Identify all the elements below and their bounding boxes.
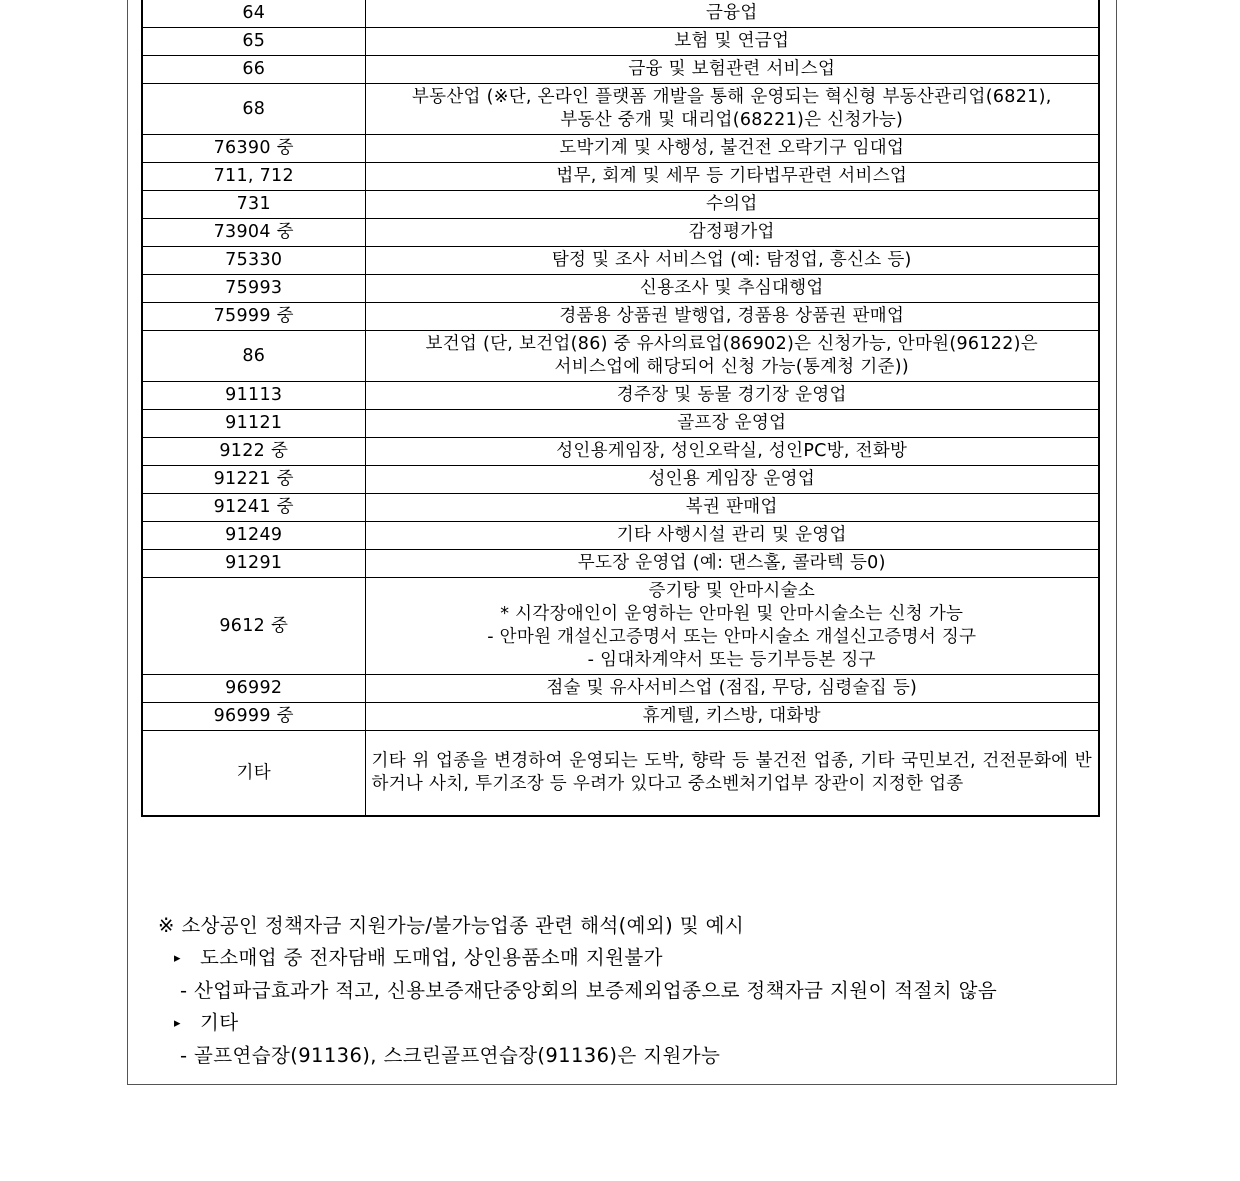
- description-line: 복권 판매업: [685, 497, 778, 517]
- industry-code-cell: 96992: [142, 675, 365, 703]
- note-sub-item: - 골프연습장(91136), 스크린골프연습장(91136)은 지원가능: [180, 1044, 721, 1067]
- industry-code-cell: 91249: [142, 522, 365, 550]
- industry-code-cell: 86: [142, 331, 365, 382]
- table-row: [142, 163, 1099, 191]
- description-line: 무도장 운영업 (예: 댄스홀, 콜라텍 등0): [577, 553, 886, 573]
- industry-code-cell: 76390 중: [142, 135, 365, 163]
- description-line: 경주장 및 동물 경기장 운영업: [616, 385, 847, 405]
- table-row: [142, 494, 1099, 522]
- industry-code-cell: 73904 중: [142, 219, 365, 247]
- description-line: 감정평가업: [688, 222, 775, 242]
- industry-code-cell: 68: [142, 84, 365, 135]
- description-line: 수의업: [705, 194, 758, 214]
- description-line: 휴게텔, 키스방, 대화방: [642, 706, 821, 726]
- table-row: [142, 84, 1099, 135]
- industry-code-cell: 64: [142, 0, 365, 28]
- industry-code-cell: 66: [142, 56, 365, 84]
- description-line: 성인용게임장, 성인오락실, 성인PC방, 전화방: [556, 441, 908, 461]
- industry-code-cell: 96999 중: [142, 703, 365, 731]
- description-line: 탐정 및 조사 서비스업 (예: 탐정업, 흥신소 등): [551, 250, 912, 270]
- industry-description-cell: [365, 275, 1099, 303]
- industry-code-cell: 91113: [142, 382, 365, 410]
- industry-description-cell: [365, 191, 1099, 219]
- table-row: [142, 675, 1099, 703]
- industry-code-cell: 91221 중: [142, 466, 365, 494]
- industry-code-cell: 기타: [142, 731, 365, 817]
- description-line: 법무, 회계 및 세무 등 기타법무관련 서비스업: [556, 166, 908, 186]
- table-row: [142, 275, 1099, 303]
- table-row: [142, 191, 1099, 219]
- table-row: [142, 56, 1099, 84]
- industry-description-cell: [365, 410, 1099, 438]
- description-line: 증기탕 및 안마시술소: [648, 581, 816, 601]
- note-bullet: [158, 942, 1098, 975]
- table-row: [142, 731, 1099, 817]
- industry-code-cell: 65: [142, 28, 365, 56]
- description-line: 경품용 상품권 발행업, 경품용 상품권 판매업: [559, 306, 905, 326]
- industry-description-cell: [365, 56, 1099, 84]
- industry-code-cell: 711, 712: [142, 163, 365, 191]
- table-row: [142, 466, 1099, 494]
- industry-code-cell: 731: [142, 191, 365, 219]
- description-line: - 임대차계약서 또는 등기부등본 징구: [587, 650, 876, 670]
- note-bullet-text: 도소매업 중 전자담배 도매업, 상인용품소매 지원불가: [200, 946, 663, 969]
- table-body: [142, 0, 1099, 816]
- industry-description-cell: [365, 219, 1099, 247]
- description-line: 기타 사행시설 관리 및 운영업: [616, 525, 847, 545]
- industry-description-cell: [365, 135, 1099, 163]
- industry-description-cell: [365, 28, 1099, 56]
- industry-description-cell: [365, 331, 1099, 382]
- industry-description-cell: [365, 84, 1099, 135]
- triangle-bullet-icon: ▸: [174, 1016, 181, 1031]
- industry-description-cell: [365, 247, 1099, 275]
- description-line: 골프장 운영업: [677, 413, 787, 433]
- industry-description-cell: [365, 550, 1099, 578]
- industry-description-cell: [365, 703, 1099, 731]
- table-row: [142, 410, 1099, 438]
- note-bullet-text: 기타: [200, 1011, 239, 1034]
- industry-description-cell: [365, 522, 1099, 550]
- table-row: [142, 303, 1099, 331]
- note-sub-item: - 산업파급효과가 적고, 신용보증재단중앙회의 보증제외업종으로 정책자금 지원이 적절치 않음: [180, 979, 998, 1002]
- table-row: [142, 28, 1099, 56]
- industry-code-cell: 75993: [142, 275, 365, 303]
- description-line: - 안마원 개설신고증명서 또는 안마시술소 개설신고증명서 징구: [487, 627, 977, 647]
- description-line: 성인용 게임장 운영업: [648, 469, 816, 489]
- industry-description-cell: [365, 382, 1099, 410]
- notes-heading: ※ 소상공인 정책자금 지원가능/불가능업종 관련 해석(예외) 및 예시: [158, 914, 745, 937]
- table-row: [142, 550, 1099, 578]
- industry-code-cell: 75330: [142, 247, 365, 275]
- description-line: 금융업: [705, 3, 758, 23]
- table-row: [142, 247, 1099, 275]
- description-line: 서비스업에 해당되어 신청 가능(통계청 기준)): [554, 357, 910, 377]
- note-bullet: [158, 1007, 1098, 1040]
- triangle-bullet-icon: ▸: [174, 951, 181, 966]
- table-row: [142, 219, 1099, 247]
- industry-code-cell: 9612 중: [142, 578, 365, 675]
- description-line: * 시각장애인이 운영하는 안마원 및 안마시술소는 신청 가능: [500, 604, 964, 624]
- industry-description-cell: [365, 163, 1099, 191]
- industry-description-cell: [365, 466, 1099, 494]
- description-line: 보험 및 연금업: [674, 31, 790, 51]
- description-line: 부동산 중개 및 대리업(68221)은 신청가능): [560, 110, 904, 130]
- table-row: [142, 578, 1099, 675]
- industry-description-cell: [365, 494, 1099, 522]
- description-line: 신용조사 및 추심대행업: [639, 278, 824, 298]
- table-row: [142, 382, 1099, 410]
- table-row: [142, 0, 1099, 28]
- industry-description-cell: [365, 438, 1099, 466]
- industry-description-cell: [365, 303, 1099, 331]
- table-row: [142, 331, 1099, 382]
- description-line: 금융 및 보험관련 서비스업: [628, 59, 836, 79]
- table-row: [142, 438, 1099, 466]
- excluded-industry-table: [141, 0, 1100, 817]
- description-line: 부동산업 (※단, 온라인 플랫폼 개발을 통해 운영되는 혁신형 부동산관리업(6821),: [411, 87, 1052, 107]
- industry-description-cell: [365, 0, 1099, 28]
- table-row: [142, 703, 1099, 731]
- industry-code-cell: 75999 중: [142, 303, 365, 331]
- description-line: 도박기계 및 사행성, 불건전 오락기구 임대업: [559, 138, 905, 158]
- industry-code-cell: 9122 중: [142, 438, 365, 466]
- industry-description-cell: [365, 675, 1099, 703]
- industry-code-cell: 91121: [142, 410, 365, 438]
- industry-code-cell: 91241 중: [142, 494, 365, 522]
- notes-section: [158, 910, 1098, 1072]
- description-line: 보건업 (단, 보건업(86) 중 유사의료업(86902)은 신청가능, 안마원(96122)은: [425, 334, 1038, 354]
- table-row: [142, 522, 1099, 550]
- industry-description-cell: 기타 위 업종을 변경하여 운영되는 도박, 향락 등 불건전 업종, 기타 국민보건, 건전문화에 반하거나 사치, 투기조장 등 우려가 있다고 중소벤처기업부 장관이 지정한 업종: [365, 731, 1099, 817]
- table-row: [142, 135, 1099, 163]
- description-line: 점술 및 유사서비스업 (점집, 무당, 심령술집 등): [546, 678, 918, 698]
- industry-code-cell: 91291: [142, 550, 365, 578]
- industry-description-cell: [365, 578, 1099, 675]
